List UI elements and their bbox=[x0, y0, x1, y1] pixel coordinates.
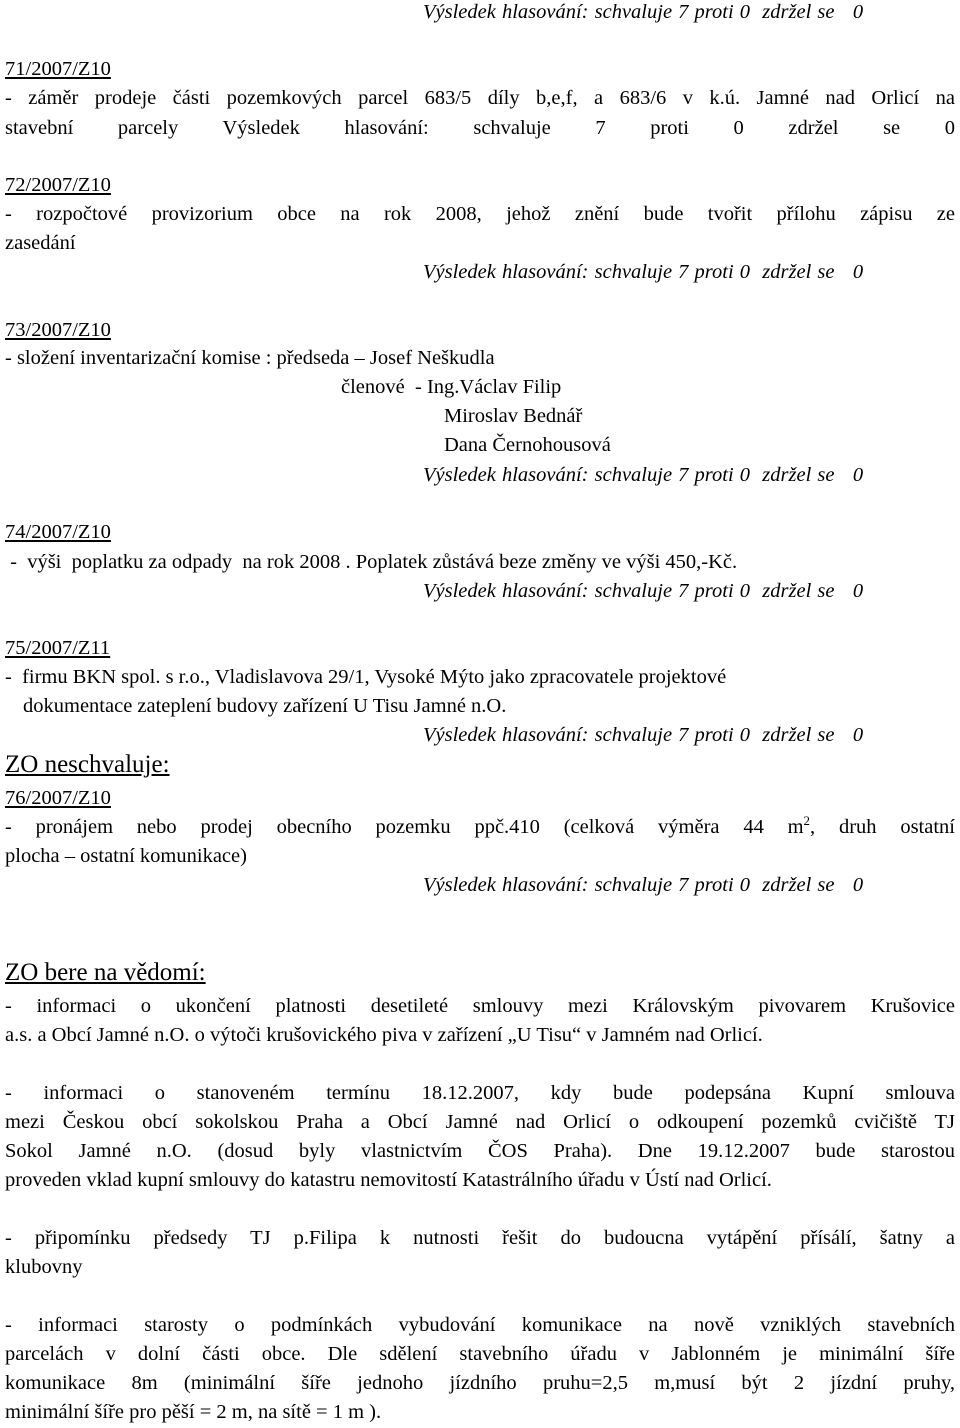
resolution-number-73: 73/2007/Z10 bbox=[5, 319, 111, 341]
commission-member: Dana Černohousová bbox=[444, 434, 611, 456]
resolution-74-text-line1: - výši poplatku za odpady na rok 2008 . Poplatek zůstává beze změny ve výši 450,-Kč. bbox=[5, 551, 738, 573]
resolution-76-text-a: - pronájem nebo prodej obecního pozemku ppč.410 (celková výměra 44 m bbox=[5, 816, 804, 838]
note-3-line2: klubovny bbox=[5, 1256, 83, 1278]
note-2-line3: Sokol Jamné n.O. (dosud byly vlastnictvím ČOS Praha). Dne 19.12.2007 bude starostou bbox=[5, 1140, 955, 1162]
resolution-72-text-line1: - rozpočtové provizorium obce na rok 2008, jehož znění bude tvořit přílohu zápisu ze bbox=[5, 203, 955, 225]
vote-result-line: Výsledek hlasování: schvaluje 7 proti 0 zdržel se 0 bbox=[423, 580, 864, 602]
section-heading-bere-na-vedomi: ZO bere na vědomí: bbox=[5, 959, 206, 986]
resolution-number-74: 74/2007/Z10 bbox=[5, 521, 111, 543]
resolution-number-71: 71/2007/Z10 bbox=[5, 58, 111, 80]
resolution-75-text-line2: dokumentace zateplení budovy zařízení U Tisu Jamné n.O. bbox=[23, 695, 507, 717]
vote-result-line: Výsledek hlasování: schvaluje 7 proti 0 zdržel se 0 bbox=[423, 261, 864, 283]
note-4-line3: komunikace 8m (minimální šíře jednoho jízdního pruhu=2,5 m,musí být 2 jízdní pruhy, bbox=[5, 1372, 955, 1394]
resolution-75-text-line1: - firmu BKN spol. s r.o., Vladislavova 29/1, Vysoké Mýto jako zpracovatele projektové bbox=[5, 666, 727, 688]
resolution-73-text-line1: - složení inventarizační komise : předseda – Josef Neškudla bbox=[5, 347, 495, 369]
note-4-line1: - informaci starosty o podmínkách vybudování komunikace na nově vzniklých stavebních bbox=[5, 1314, 955, 1336]
resolution-76-text-line2: plocha – ostatní komunikace) bbox=[5, 845, 247, 867]
commission-members-line: členové - Ing.Václav Filip bbox=[341, 376, 562, 398]
vote-result-line: Výsledek hlasování: schvaluje 7 proti 0 zdržel se 0 bbox=[423, 874, 864, 896]
section-heading-neschvaluje: ZO neschvaluje: bbox=[5, 751, 170, 778]
resolution-71-text-line1: - záměr prodeje části pozemkových parcel 683/5 díly b,e,f, a 683/6 v k.ú. Jamné nad Orlicí na bbox=[5, 87, 955, 109]
note-1-line1: - informaci o ukončení platnosti desetileté smlouvy mezi Královským pivovarem Krušovice bbox=[5, 995, 955, 1017]
note-2-line2: mezi Českou obcí sokolskou Praha a Obcí Jamné nad Orlicí o odkoupení pozemků cvičiště TJ bbox=[5, 1111, 955, 1133]
resolution-76-text-b: , druh ostatní bbox=[810, 816, 955, 838]
commission-member: Miroslav Bednář bbox=[444, 405, 583, 427]
resolution-number-72: 72/2007/Z10 bbox=[5, 174, 111, 196]
superscript-2: 2 bbox=[803, 813, 811, 828]
note-4-line2: parcelách v dolní části obce. Dle sdělení stavebního úřadu v Jablonném je minimální šíře bbox=[5, 1343, 955, 1365]
vote-result-line: Výsledek hlasování: schvaluje 7 proti 0 zdržel se 0 bbox=[423, 1, 864, 23]
resolution-number-75: 75/2007/Z11 bbox=[5, 637, 111, 659]
resolution-76-text-line1 bbox=[5, 815, 955, 839]
note-3-line1: - připomínku předsedy TJ p.Filipa k nutnosti řešit do budoucna vytápění přísálí, šatny a bbox=[5, 1227, 955, 1249]
resolution-number-76: 76/2007/Z10 bbox=[5, 787, 111, 809]
vote-result-line: Výsledek hlasování: schvaluje 7 proti 0 zdržel se 0 bbox=[423, 464, 864, 486]
note-1-line2: a.s. a Obcí Jamné n.O. o výtoči krušovického piva v zařízení „U Tisu“ v Jamném nad Orlicí. bbox=[5, 1024, 763, 1046]
resolution-71-text-line2: stavební parcely Výsledek hlasování: schvaluje 7 proti 0 zdržel se 0 bbox=[5, 117, 955, 139]
vote-result-line: Výsledek hlasování: schvaluje 7 proti 0 zdržel se 0 bbox=[423, 724, 864, 746]
note-4-line4: minimální šíře pro pěší = 2 m, na sítě = 1 m ). bbox=[5, 1401, 382, 1423]
note-2-line1: - informaci o stanoveném termínu 18.12.2007, kdy bude podepsána Kupní smlouva bbox=[5, 1082, 955, 1104]
resolution-72-text-line2: zasedání bbox=[5, 232, 76, 254]
note-2-line4: proveden vklad kupní smlouvy do katastru nemovitostí Katastrálního úřadu v Ústí nad Orlicí. bbox=[5, 1169, 772, 1191]
